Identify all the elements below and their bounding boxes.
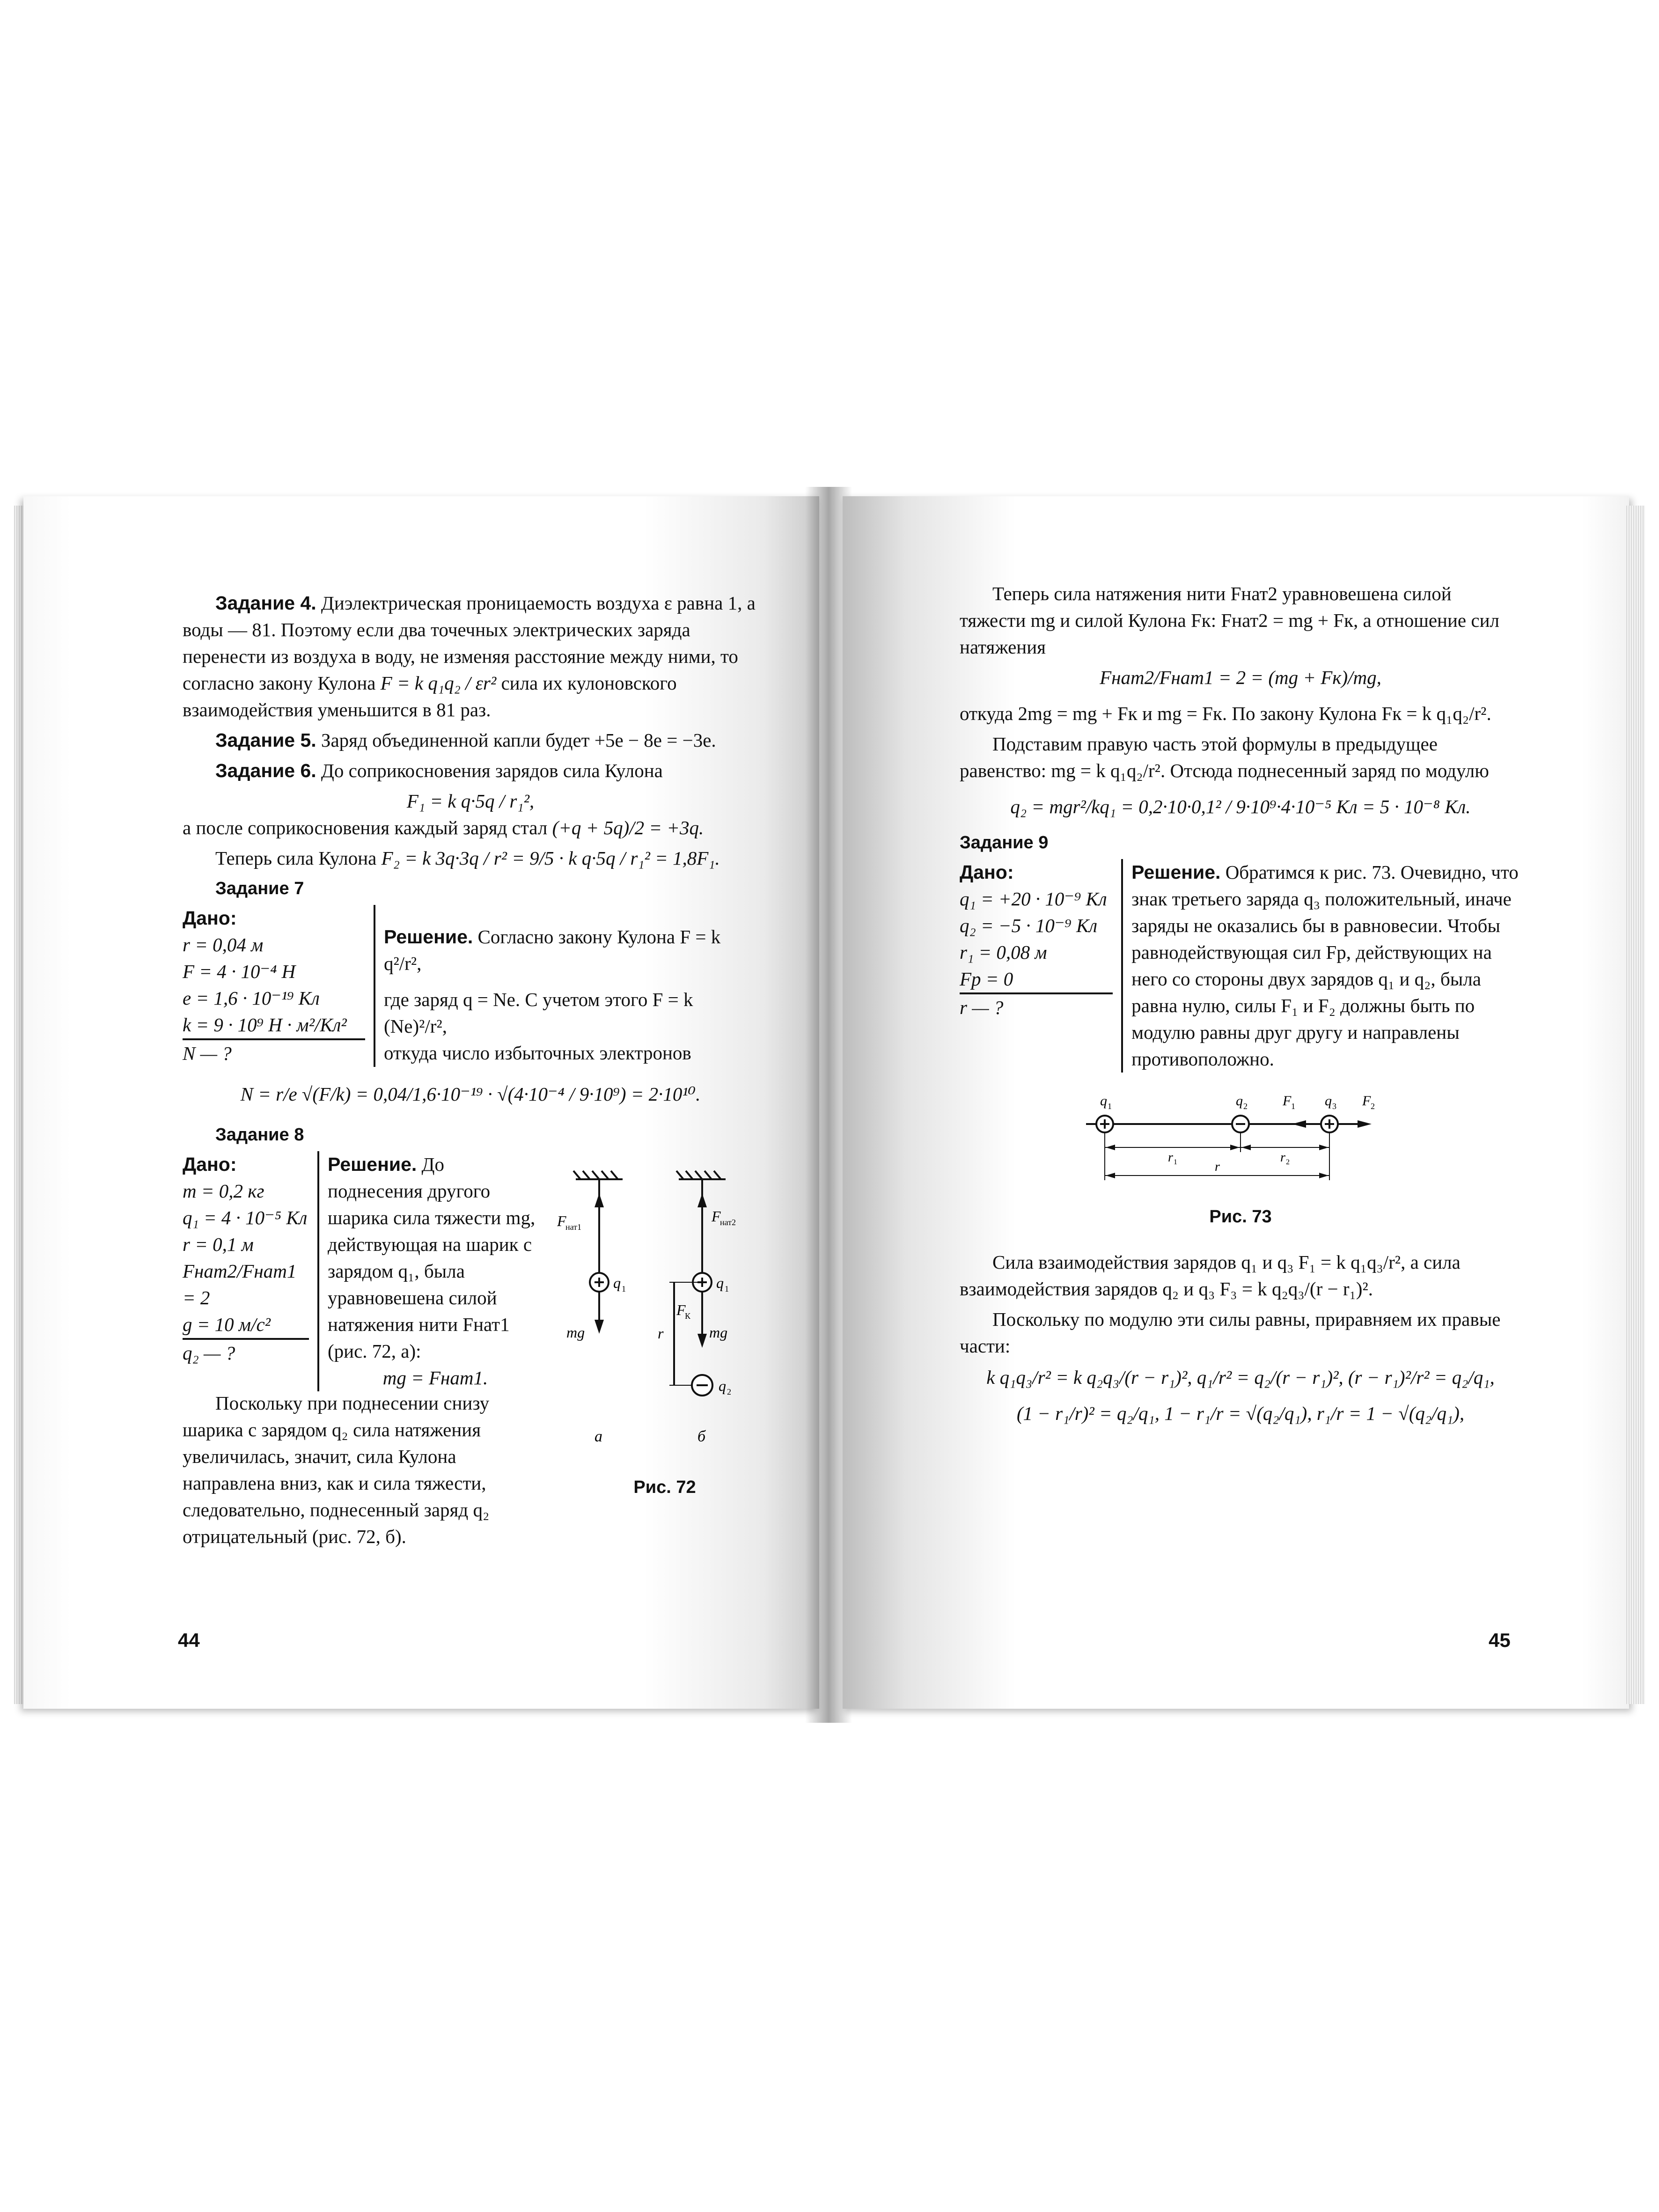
task-8-given [183,1151,319,1391]
task-6-line-2 [183,815,758,841]
task-8-block [183,1151,543,1391]
figure-72 [557,1161,758,1516]
svg-text:mg: mg [709,1324,728,1341]
right-paragraph-1: Теперь сила натяжения нити Fнат2 уравновешена силой тяжести mg и силой Кулона Fк: Fнат2 = mg + Fк, а отношение сил натяжения [960,583,1499,658]
task-9-title: Задание 9 [960,833,1049,852]
task-8-given-item: g = 10 м/с² [183,1311,309,1340]
open-book [14,487,1645,1723]
task-6-title: Задание 6. [215,760,316,781]
right-paragraph-2: откуда 2mg = mg + Fк и mg = Fк. По закону Кулона Fк = k q₁q₂/r². [960,703,1491,724]
task-4 [183,590,758,723]
left-page [23,496,819,1709]
task-7-given-item: k = 9 · 10⁹ Н · м²/Кл² [183,1012,365,1040]
task-9-given-item: q₁ = +20 · 10⁻⁹ Кл [960,888,1107,910]
task-9-block [960,859,1521,1073]
fig72-b-label: б [697,1428,706,1445]
right-formula-2: q₂ = mgr²/kq₁ = 0,2·10·0,1² / 9·10⁹·4·10⁻⁵ Кл = 5 · 10⁻⁸ Кл. [1010,796,1471,817]
task-8-equation: mg = Fнат1. [382,1367,488,1389]
task-9-given [960,859,1123,1073]
task-8-title: Задание 8 [215,1125,304,1145]
task-6-formula-3: F₂ = k 3q·3q / r² = 9/5 · k q·5q / r₁² = 1,8F₁. [381,847,720,869]
svg-text:F: F [1362,1093,1371,1109]
task-7-solution-1: Согласно закону Кулона F = k q²/r², [384,926,721,974]
left-text-column [183,590,758,1547]
task-7-solution-2: где заряд q = Ne. С учетом этого F = k (Ne)²/r², [384,989,693,1037]
task-8-given-item: q₁ = 4 · 10⁻⁵ Кл [183,1207,308,1228]
task-7-given-item: r = 0,04 м [183,934,264,955]
task-9-find: r — ? [960,997,1004,1018]
task-4-text: Диэлектрическая проницаемость воздуха ε равна 1, а воды — 81. Поэтому если два точечных электрических заряда перенести из воздуха в воду, не изменяя расстояние между ними, то согласно закону Кулона [183,592,756,694]
task-5 [183,727,758,754]
task-8-solution-label: Решение. [328,1154,417,1175]
svg-text:r: r [1215,1160,1220,1174]
task-8-given-item: r = 0,1 м [183,1234,254,1255]
figure-72-caption: Рис. 72 [633,1477,696,1497]
task-4-end: сила их кулоновского взаимодействия уменьшится в 81 раз. [183,672,677,720]
svg-text:q: q [1236,1093,1243,1109]
task-5-title: Задание 5. [215,729,316,751]
svg-text:mg: mg [566,1324,585,1341]
task-7-given-item: e = 1,6 · 10⁻¹⁹ Кл [183,987,320,1009]
svg-text:q: q [716,1274,724,1291]
right-formula-4: (1 − r₁/r)² = q₂/q₁, 1 − r₁/r = √(q₂/q₁), r₁/r = 1 − √(q₂/q₁), [1016,1403,1465,1424]
page-number-right: 45 [1489,1629,1511,1651]
task-7-find: N — ? [183,1043,232,1064]
svg-text:1: 1 [1108,1102,1112,1111]
right-page-edges [1626,506,1645,1704]
right-page [843,496,1629,1709]
task-9-solution-text: Обратимся к рис. 73. Очевидно, что знак третьего заряда q₃ положительный, иначе заряды не оказались бы в равновесии. Чтобы равнодействующая сил Fр, действующих на него со стороны двух зарядов q₁ и q₂, была равна нулю, силы F₁ и F₂ должны быть по модулю равны друг другу и направлены противоположно. [1131,861,1519,1070]
task-8-find: q₂ — ? [183,1342,235,1364]
task-8-given-label: Дано: [183,1154,237,1175]
task-5-text: Заряд объединенной капли будет +5e − 8e = −3e. [321,729,716,751]
svg-text:r: r [1280,1150,1285,1165]
task-9-solution [1123,859,1521,1073]
svg-text:3: 3 [1332,1102,1336,1111]
task-7-solution-label: Решение. [384,926,473,948]
task-9-given-item: Fр = 0 [960,966,1113,994]
svg-text:q: q [1325,1093,1332,1109]
task-8-solution-text: До поднесения другого шарика сила тяжести mg, действующая на шарик с зарядом q₁, была уравновешена силой натяжения нити Fнат1 (рис. 72, а): [328,1154,536,1362]
task-9-given-label: Дано: [960,861,1014,883]
svg-text:F: F [1283,1093,1292,1109]
task-6-formula-1: F₁ = k q·5q / r₁², [406,790,535,812]
svg-text:F: F [557,1213,566,1229]
task-7-solution-3: откуда число избыточных электронов [384,1042,691,1064]
task-6-formula-2: (+q + 5q)/2 = +3q. [552,817,704,838]
svg-text:F: F [712,1208,721,1225]
task-6-line-3 [183,845,758,872]
task-6-text-2: а после соприкосновения каждый заряд стал [183,817,548,838]
svg-text:1: 1 [725,1284,729,1293]
task-9-solution-label: Решение. [1131,861,1221,883]
task-8-solution [319,1151,543,1391]
right-paragraph-3: Подставим правую часть этой формулы в предыдущее равенство: mg = k q₁q₂/r². Отсюда поднесенный заряд по модулю [960,733,1489,781]
task-7-solution [375,905,758,1067]
task-9-given-item: q₂ = −5 · 10⁻⁹ Кл [960,915,1098,936]
svg-text:q: q [1100,1093,1107,1109]
page-number-left: 44 [178,1629,200,1651]
figure-73-caption: Рис. 73 [1209,1207,1272,1227]
svg-text:2: 2 [1243,1102,1248,1111]
task-6-text: До соприкосновения зарядов сила Кулона [321,760,663,781]
svg-text:2: 2 [727,1387,731,1396]
task-7-block [183,905,758,1067]
fig72-a-label: а [595,1428,602,1445]
task-4-formula: F = k q₁q₂ / εr² [380,672,497,694]
svg-text:1: 1 [622,1284,626,1293]
right-formula-3: k q₁q₃/r² = k q₂q₃/(r − r₁)², q₁/r² = q₂/(r − r₁)², (r − r₁)²/r² = q₂/q₁, [986,1367,1495,1388]
task-7-given-item: F = 4 · 10⁻⁴ Н [183,961,296,982]
svg-text:2: 2 [1286,1158,1290,1166]
task-8-given-item: m = 0,2 кг [183,1180,264,1202]
task-7-title: Задание 7 [215,879,304,898]
task-7-given [183,905,375,1067]
right-paragraph-5: Поскольку по модулю эти силы равны, приравняем их правые части: [960,1308,1501,1357]
svg-text:1: 1 [1174,1158,1177,1166]
task-8-paragraph: Поскольку при поднесении снизу шарика с зарядом q₂ сила натяжения увеличилась, значит, сила Кулона направлена вниз, как и сила тяжести, следовательно, поднесенный заряд q₂ отрицательный (рис. 72, б). [183,1392,490,1547]
right-formula-1: Fнат2/Fнат1 = 2 = (mg + Fк)/mg, [1100,667,1381,688]
task-7-result: N = r/e √(F/k) = 0,04/1,6·10⁻¹⁹ · √(4·10⁻⁴ / 9·10⁹) = 2·10¹⁰. [240,1083,701,1105]
svg-text:r: r [658,1325,664,1342]
svg-text:К: К [685,1311,691,1321]
svg-text:q: q [719,1377,726,1394]
task-6-text-3: Теперь сила Кулона [215,847,377,869]
svg-text:1: 1 [1291,1102,1295,1111]
right-paragraph-4: Сила взаимодействия зарядов q₁ и q₃ F₁ = k q₁q₃/r², а сила взаимодействия зарядов q₂ и q₃ F₃ = k q₂q₃/(r − r₁)². [960,1251,1461,1300]
right-text-column [960,581,1521,1427]
svg-text:q: q [613,1274,621,1291]
task-6 [183,757,758,784]
svg-text:F: F [676,1301,686,1318]
svg-text:r: r [1168,1150,1173,1165]
task-7-given-label: Дано: [183,907,237,929]
task-4-title: Задание 4. [215,592,316,614]
figure-73 [1072,1087,1409,1190]
task-9-given-item: r₁ = 0,08 м [960,941,1047,963]
svg-text:2: 2 [1371,1102,1375,1111]
svg-text:нат2: нат2 [720,1218,736,1227]
task-8-given-item: Fнат2/Fнат1 = 2 [183,1260,297,1308]
svg-text:нат1: нат1 [565,1222,582,1232]
task-8-area [183,1151,758,1547]
